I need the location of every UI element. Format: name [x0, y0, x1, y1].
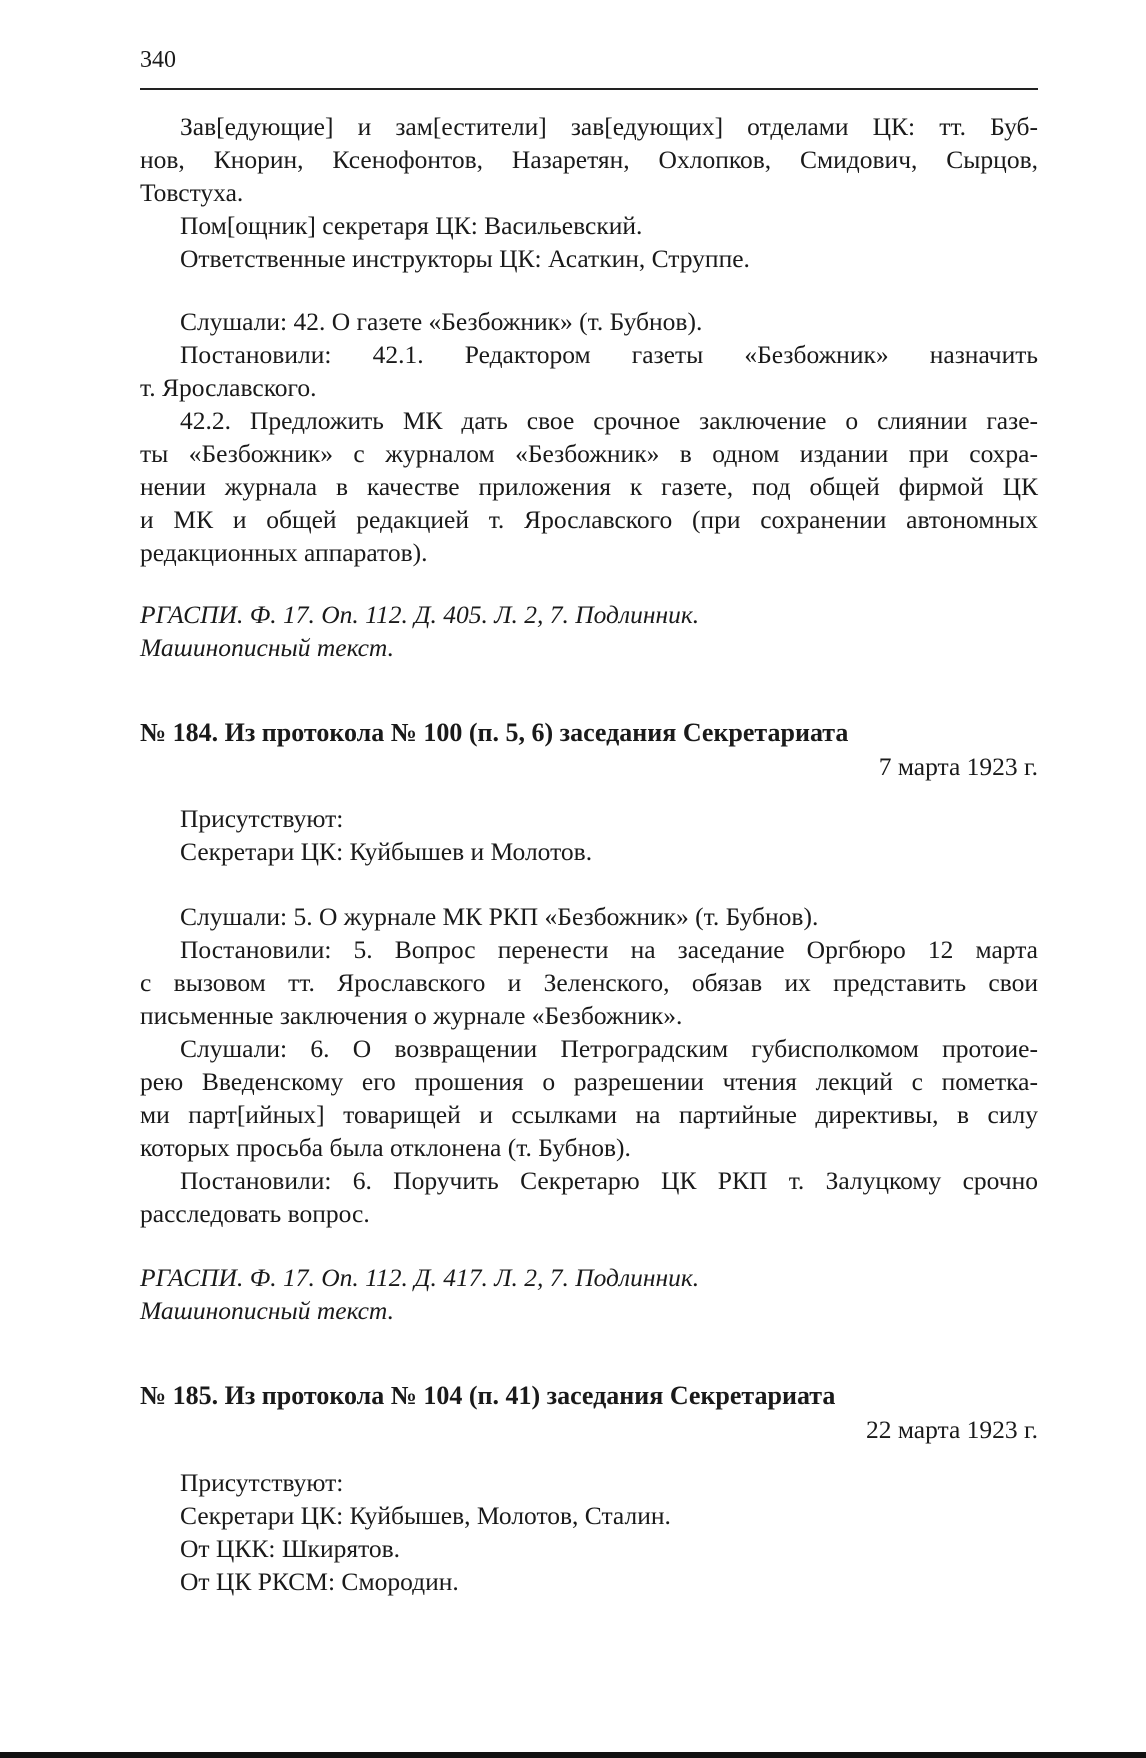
page-number: 340: [140, 47, 176, 73]
text-line: Слушали: 6. О возвращении Петроградским губисполкомом протоие-: [180, 1034, 1038, 1063]
text-line: нов, Кнорин, Ксенофонтов, Назаретян, Охлопков, Смидович, Сырцов,: [140, 145, 1038, 174]
text-line: и МК и общей редакцией т. Ярославского (при сохранении автономных: [140, 505, 1038, 534]
text-line: Слушали: 5. О журнале МК РКП «Безбожник» (т. Бубнов).: [180, 902, 819, 931]
text-line: Присутствуют:: [180, 804, 344, 833]
text-line: письменные заключения о журнале «Безбожник».: [140, 1001, 683, 1030]
text-line: Постановили: 6. Поручить Секретарю ЦК РКП т. Залуцкому срочно: [180, 1166, 1038, 1195]
text-line: Ответственные инструкторы ЦК: Асаткин, Струппе.: [180, 244, 750, 273]
text-line: которых просьба была отклонена (т. Бубнов).: [140, 1133, 631, 1162]
text-line: Постановили: 42.1. Редактором газеты «Безбожник» назначить: [180, 340, 1038, 369]
text-line: Секретари ЦК: Куйбышев, Молотов, Сталин.: [180, 1501, 671, 1530]
document-date: 7 марта 1923 г.: [878, 752, 1038, 781]
text-line: Пом[ощник] секретаря ЦК: Васильевский.: [180, 211, 643, 240]
text-line: От ЦКК: Шкирятов.: [180, 1534, 401, 1563]
source-citation: РГАСПИ. Ф. 17. Оп. 112. Д. 417. Л. 2, 7. Подлинник.: [140, 1263, 700, 1292]
text-line: 42.2. Предложить МК дать свое срочное заключение о слиянии газе-: [180, 406, 1038, 435]
text-line: нении журнала в качестве приложения к газете, под общей фирмой ЦК: [140, 472, 1038, 501]
text-line: Присутствуют:: [180, 1468, 344, 1497]
text-line: От ЦК РКСМ: Смородин.: [180, 1567, 459, 1596]
text-line: Товстуха.: [140, 178, 244, 207]
text-line: т. Ярославского.: [140, 373, 317, 402]
document-date: 22 марта 1923 г.: [865, 1415, 1038, 1444]
text-line: расследовать вопрос.: [140, 1199, 370, 1228]
source-citation: РГАСПИ. Ф. 17. Оп. 112. Д. 405. Л. 2, 7. Подлинник.: [140, 600, 700, 629]
text-line: Зав[едующие] и зам[естители] зав[едующих] отделами ЦК: тт. Буб-: [180, 112, 1038, 141]
text-line: Постановили: 5. Вопрос перенести на заседание Оргбюро 12 марта: [180, 935, 1038, 964]
scan-edge: [0, 1752, 1146, 1758]
header-rule: [140, 88, 1038, 90]
text-line: рею Введенскому его прошения о разрешении чтения лекций с пометка-: [140, 1067, 1038, 1096]
text-line: ты «Безбожник» с журналом «Безбожник» в одном издании при сохра-: [140, 439, 1038, 468]
text-line: Секретари ЦК: Куйбышев и Молотов.: [180, 837, 593, 866]
document-heading: № 185. Из протокола № 104 (п. 41) заседания Секретариата: [140, 1381, 836, 1410]
text-line: с вызовом тт. Ярославского и Зеленского, обязав их представить свои: [140, 968, 1038, 997]
text-line: редакционных аппаратов).: [140, 538, 428, 567]
source-citation: Машинописный текст.: [140, 1296, 395, 1325]
document-heading: № 184. Из протокола № 100 (п. 5, 6) заседания Секретариата: [140, 718, 849, 747]
text-line: Слушали: 42. О газете «Безбожник» (т. Бубнов).: [180, 307, 703, 336]
text-line: ми парт[ийных] товарищей и ссылками на партийные директивы, в силу: [140, 1100, 1038, 1129]
source-citation: Машинописный текст.: [140, 633, 395, 662]
